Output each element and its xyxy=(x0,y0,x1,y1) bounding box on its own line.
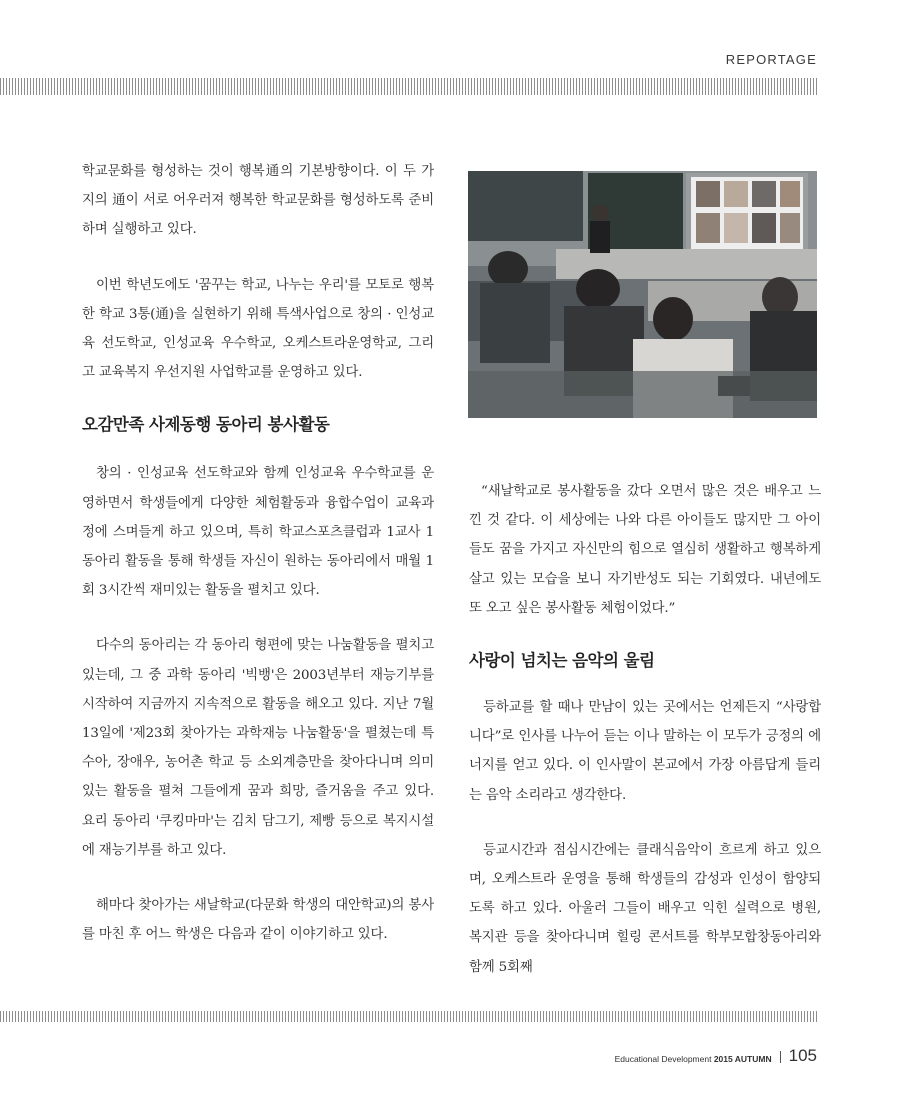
issue-label: 2015 AUTUMN xyxy=(713,1054,772,1064)
body-paragraph: 학교문화를 형성하는 것이 행복通의 기본방향이다. 이 두 가지의 通이 서로 어우러져 행복한 학교문화를 형성하도록 준비하며 실행하고 있다. xyxy=(82,164,434,238)
header-rule xyxy=(0,78,819,95)
body-paragraph: 등교시간과 점심시간에는 클래식음악이 흐르게 하고 있으며, 오케스트라 운영을 통해 학생들의 감성과 인성이 함양되도록 하고 있다. 아울러 그들이 배우고 익힌 실력으로 병원, 복지관 등을 찾아다니며 힐링 콘서트를 학부모합창동아리와 함께 5회째 xyxy=(469,842,821,975)
classroom-photo-illustration xyxy=(468,171,817,418)
body-paragraph: 창의 · 인성교육 선도학교와 함께 인성교육 우수학교를 운영하면서 학생들에게 다양한 체험활동과 융합수업이 교육과정에 스며들게 하고 있으며, 특히 학교스포츠클럽과 1교사 1동아리 활동을 통해 학생들 자신이 원하는 동아리에서 매월 1회 3시간씩 재미있는 활동을 펼치고 있다. xyxy=(82,466,434,599)
section-heading: 사랑이 넘치는 음악의 울림 xyxy=(469,651,655,671)
body-paragraph: 등하교를 할 때나 만남이 있는 곳에서는 언제든지 “사랑합니다”로 인사를 나누어 듣는 이나 말하는 이 모두가 긍정의 에너지를 얻고 있다. 이 인사말이 본교에서 가장 아름답게 들리는 음악 소리라고 생각한다. xyxy=(469,700,821,803)
classroom-photo xyxy=(468,171,817,418)
body-paragraph: 해마다 찾아가는 새날학교(다문화 학생의 대안학교)의 봉사를 마친 후 어느 학생은 다음과 같이 이야기하고 있다. xyxy=(82,898,434,943)
footer-magazine xyxy=(615,1054,772,1064)
section-label: REPORTAGE xyxy=(725,52,817,67)
section-heading: 오감만족 사제동행 동아리 봉사활동 xyxy=(82,415,330,435)
page-number: 105 xyxy=(788,1046,817,1065)
footer-rule xyxy=(0,1011,819,1022)
body-paragraph: 다수의 동아리는 각 동아리 형편에 맞는 나눔활동을 펼치고 있는데, 그 중 과학 동아리 '빅뱅'은 2003년부터 재능기부를 시작하여 지금까지 지속적으로 활동을 해오고 있다. 지난 7월 13일에 '제23회 찾아가는 과학재능 나눔활동'을 펼쳤는데 특수아, 장애우, 농어촌 학교 등 소외계층만을 찾아다니며 의미 있는 활동을 펼쳐 그들에게 꿈과 희망, 즐거움을 주고 있다. 요리 동아리 '쿠킹마마'는 김치 담그기, 제빵 등으로 복지시설에 재능기부를 하고 있다. xyxy=(82,638,434,858)
body-paragraph: 이번 학년도에도 '꿈꾸는 학교, 나누는 우리'를 모토로 행복한 학교 3통(通)을 실현하기 위해 특색사업으로 창의 · 인성교육 선도학교, 인성교육 우수학교, 오케스트라운영학교, 그리고 교육복지 우선지원 사업학교를 운영하고 있다. xyxy=(82,277,434,381)
page-footer xyxy=(615,1047,817,1064)
quote-paragraph: “새날학교로 봉사활동을 갔다 오면서 많은 것은 배우고 느낀 것 같다. 이 세상에는 나와 다른 아이들도 많지만 그 아이들도 꿈을 가지고 자신만의 힘으로 열심히 생활하고 행복하게 살고 있는 모습을 보니 자기반성도 되는 기회였다. 내년에도 또 오고 싶은 봉사활동 체험이었다.” xyxy=(469,484,821,616)
footer-separator xyxy=(780,1051,781,1063)
magazine-name: Educational Development xyxy=(614,1054,712,1064)
right-column xyxy=(469,477,821,1008)
left-column xyxy=(82,157,434,975)
